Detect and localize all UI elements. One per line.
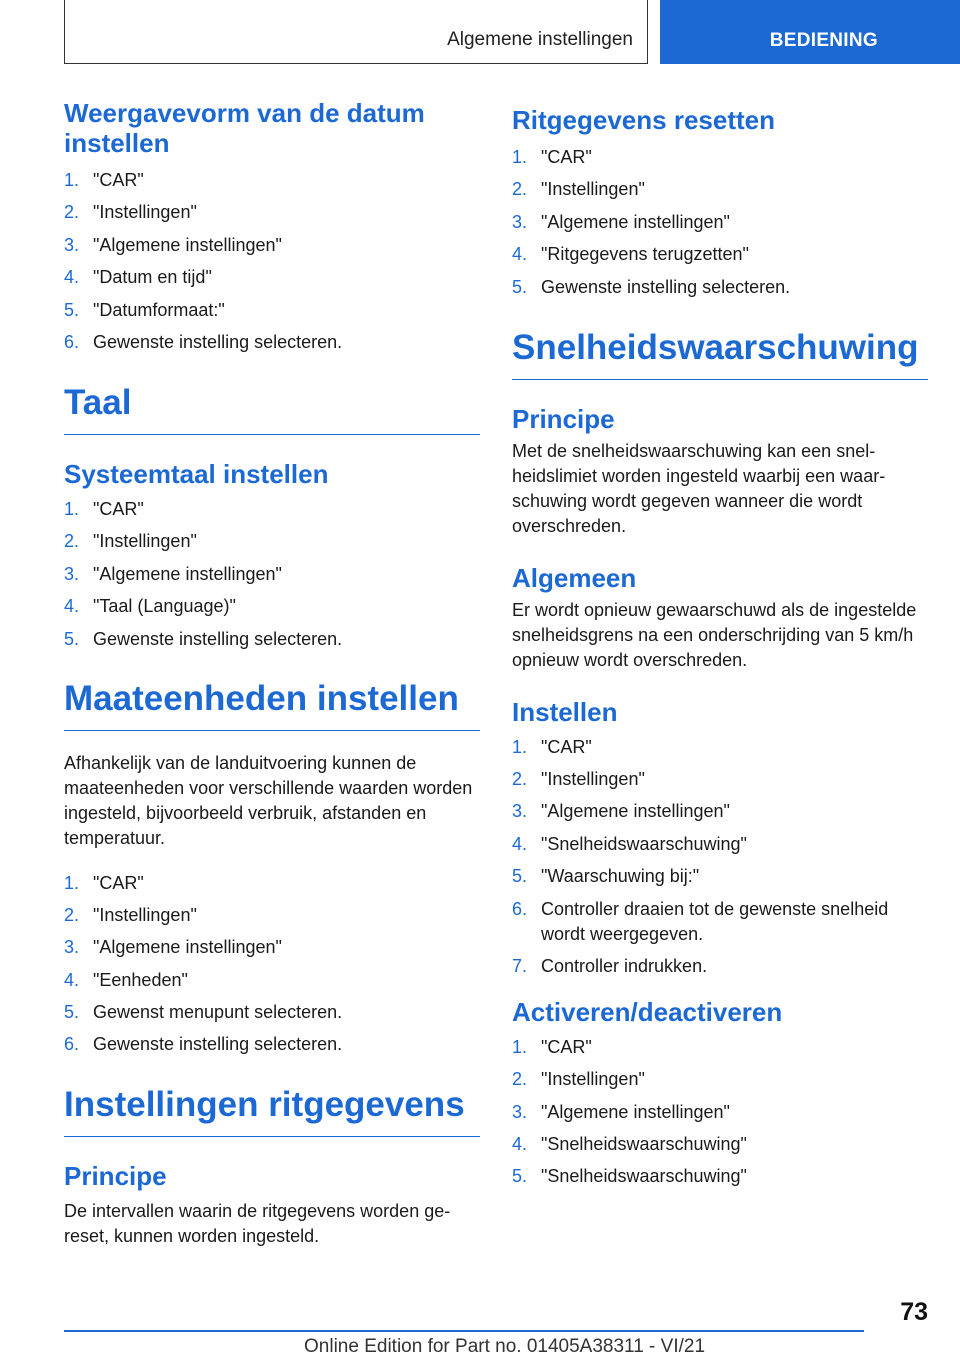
step-text: "Algemene instellingen" (93, 937, 282, 958)
step-text: "CAR" (93, 170, 144, 190)
step-number: 5. (512, 1166, 528, 1187)
step-text: "CAR" (93, 872, 144, 893)
list-item (64, 265, 480, 290)
footer-edition: Online Edition for Part no. 01405A38311 - VI/21 (304, 1336, 706, 1357)
heading-datum: Weergavevorm van de datum instellen (64, 98, 425, 158)
step-number: 4. (64, 969, 80, 990)
step-text: "Snelheidswaarschuwing" (541, 1166, 747, 1187)
step-number: 1. (512, 736, 528, 757)
list-item (512, 275, 928, 300)
step-number: 5. (64, 299, 80, 320)
intro-maateenheden: Afhankelijk van de landuitvoering kunnen de maateenheden voor verschillende waarden worden ingesteld, bijvoorbeeld verbruik, afstanden en temperatuur. (64, 752, 473, 848)
step-text: "Snelheidswaarschuwing" (541, 833, 747, 854)
list-item (64, 935, 480, 960)
heading-activeren: Activeren/deactiveren (512, 996, 783, 1027)
heading-ritgegevens: Instellingen ritgegevens (64, 1084, 480, 1137)
step-text: "CAR" (541, 147, 592, 167)
step-number: 1. (64, 170, 80, 190)
step-text: Gewenste instelling selecteren. (93, 331, 343, 352)
left-column (64, 98, 480, 1249)
step-number: 3. (512, 1101, 528, 1122)
step-number: 1. (64, 872, 80, 893)
step-number: 4. (512, 1134, 528, 1155)
step-text: "Snelheidswaarschuwing" (541, 1134, 747, 1155)
step-number: 1. (64, 498, 80, 519)
step-text: "Instellingen" (541, 768, 645, 789)
step-text: "CAR" (541, 1036, 592, 1057)
text-principe-ritgegevens: De intervallen waarin de ritgegevens worden gereset, kunnen worden ingesteld. (64, 1201, 451, 1247)
right-column (512, 98, 928, 1197)
list-item (64, 627, 480, 652)
steps-activeren (512, 1035, 928, 1190)
step-text: "Instellingen" (93, 531, 197, 552)
list-item (512, 954, 928, 979)
list-item (512, 1100, 928, 1125)
header-section-box (64, 0, 648, 64)
step-text: Gewenste instelling selecteren. (541, 276, 791, 297)
step-number: 3. (64, 234, 80, 255)
list-item (64, 233, 480, 258)
text-algemeen: Er wordt opnieuw gewaarschuwd als de ingestelde snelheidsgrens na een onderschrijding van 5 km/h opnieuw wordt overschreden. (512, 599, 917, 670)
list-item (64, 497, 480, 522)
list-item (64, 330, 480, 355)
heading-algemeen: Algemeen (512, 562, 637, 593)
step-number: 5. (64, 1002, 80, 1023)
step-number: 2. (512, 768, 528, 789)
step-number: 5. (512, 866, 528, 887)
steps-taal (64, 497, 480, 652)
step-text: "Algemene instellingen" (541, 211, 730, 232)
step-text: "Eenheden" (93, 969, 188, 990)
list-item (512, 145, 928, 170)
step-number: 6. (512, 898, 528, 919)
step-text: Gewenste instelling selecteren. (93, 628, 343, 649)
step-number: 2. (64, 202, 80, 223)
step-text: "Algemene instellingen" (93, 563, 282, 584)
step-text: Gewenste instelling selecteren. (93, 1034, 343, 1055)
list-item (512, 1132, 928, 1157)
list-item (64, 562, 480, 587)
list-item (64, 529, 480, 554)
step-number: 2. (64, 904, 80, 925)
step-number: 6. (64, 1034, 80, 1055)
list-item (512, 242, 928, 267)
step-number: 6. (64, 331, 80, 352)
step-text: "Instellingen" (541, 1069, 645, 1090)
step-number: 2. (64, 531, 80, 552)
step-text: Controller draaien tot de gewenste snelheid wordt weergegeven. (541, 898, 889, 944)
list-item (512, 897, 928, 947)
step-text: Controller indrukken. (541, 955, 708, 976)
heading-systeemtaal: Systeemtaal instellen (64, 458, 329, 489)
list-item (64, 298, 480, 323)
step-number: 3. (512, 211, 528, 232)
step-number: 3. (512, 801, 528, 822)
page-number: 73 (900, 1298, 928, 1326)
step-number: 5. (64, 628, 80, 649)
steps-datum (64, 168, 480, 355)
heading-principe-snelheid: Principe (512, 403, 615, 434)
step-number: 3. (64, 563, 80, 584)
list-item (512, 767, 928, 792)
heading-snelheidswaarschuwing: Snelheidswaarschuwing (512, 327, 928, 380)
text-principe-snelheid: Met de snelheidswaarschuwing kan een snelheidslimiet worden ingesteld waarbij een waarschuwing wordt gegeven wanneer die wordt overschreden. (512, 440, 886, 536)
steps-maateenheden (64, 871, 480, 1058)
step-number: 4. (64, 596, 80, 617)
step-number: 4. (512, 833, 528, 854)
list-item (512, 799, 928, 824)
step-text: "Datum en tijd" (93, 267, 212, 288)
footer-rule (64, 1330, 864, 1332)
list-item (512, 832, 928, 857)
step-text: "Algemene instellingen" (541, 1101, 730, 1122)
header-chapter-label: BEDIENING (769, 30, 878, 51)
heading-maateenheden: Maateenheden instellen (64, 678, 480, 731)
list-item (512, 1067, 928, 1092)
step-text: "Taal (Language)" (93, 596, 236, 617)
steps-reset (512, 145, 928, 300)
step-text: "Instellingen" (541, 179, 645, 200)
list-item (64, 968, 480, 993)
list-item (64, 168, 480, 193)
step-text: Gewenst menupunt selecteren. (93, 1002, 343, 1023)
list-item (512, 1164, 928, 1189)
heading-principe-ritgegevens: Principe (64, 1161, 167, 1192)
list-item (64, 200, 480, 225)
step-text: "Instellingen" (93, 904, 197, 925)
heading-taal: Taal (64, 382, 480, 435)
step-number: 5. (512, 276, 528, 297)
list-item (64, 594, 480, 619)
header-chapter-tab (660, 0, 960, 64)
step-text: "Algemene instellingen" (93, 234, 282, 255)
step-number: 7. (512, 955, 528, 976)
list-item (64, 1032, 480, 1057)
step-text: "Datumformaat:" (93, 299, 225, 320)
heading-instellen: Instellen (512, 696, 618, 727)
step-number: 2. (512, 179, 528, 200)
list-item (64, 903, 480, 928)
step-number: 3. (64, 937, 80, 958)
list-item (512, 177, 928, 202)
step-number: 4. (64, 267, 80, 288)
step-number: 1. (512, 1036, 528, 1057)
step-text: "CAR" (541, 736, 592, 757)
list-item (64, 871, 480, 896)
list-item (64, 1000, 480, 1025)
step-text: "CAR" (93, 498, 144, 519)
header-section-title: Algemene instellingen (447, 29, 633, 50)
list-item (512, 735, 928, 760)
step-text: "Ritgegevens terugzetten" (541, 244, 749, 265)
list-item (512, 864, 928, 889)
step-text: "Algemene instellingen" (541, 801, 730, 822)
heading-ritgegevens-resetten: Ritgegevens resetten (512, 105, 775, 135)
step-number: 1. (512, 147, 528, 167)
step-text: "Instellingen" (93, 202, 197, 223)
list-item (512, 210, 928, 235)
step-number: 2. (512, 1069, 528, 1090)
steps-instellen (512, 735, 928, 979)
step-number: 4. (512, 244, 528, 265)
list-item (512, 1035, 928, 1060)
step-text: "Waarschuwing bij:" (541, 866, 700, 887)
